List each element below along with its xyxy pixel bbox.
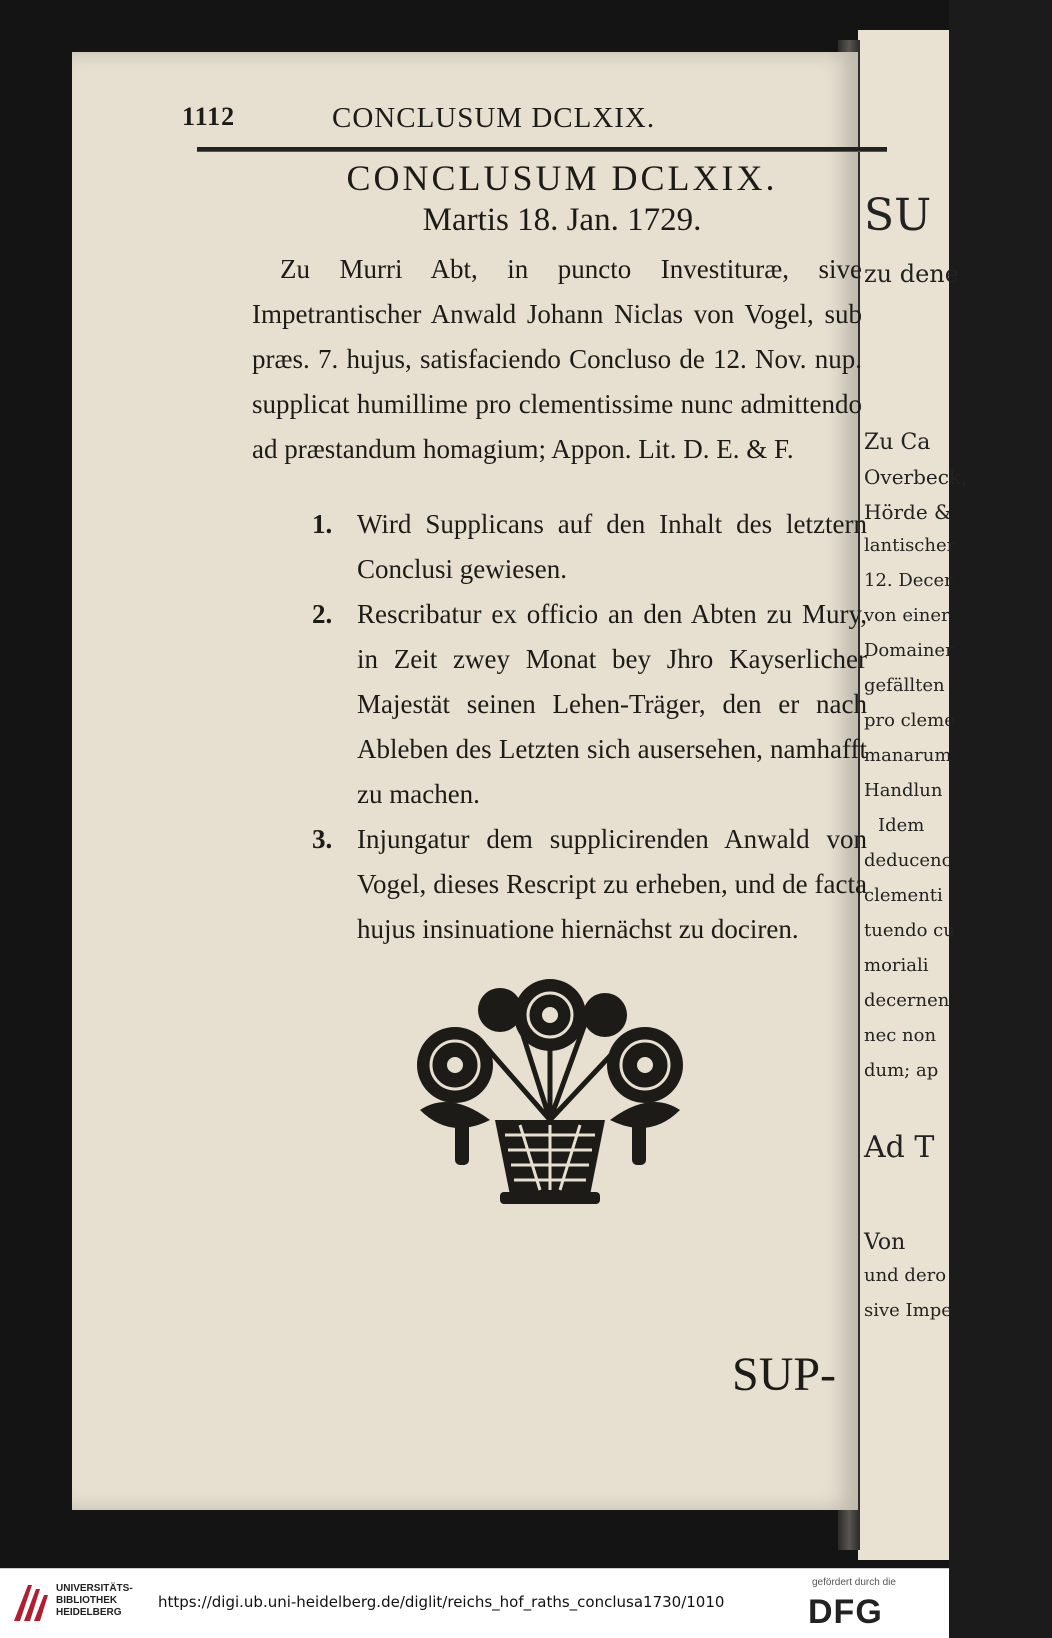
heidelberg-logo-icon[interactable] xyxy=(10,1581,50,1625)
intro-paragraph xyxy=(252,247,862,472)
page-number: 1112 xyxy=(182,102,236,131)
institution-line: UNIVERSITÄTS- xyxy=(56,1583,133,1594)
facing-line: Hörde & xyxy=(864,500,952,524)
facing-line: lantischer xyxy=(864,535,956,556)
resolution-item xyxy=(312,502,867,592)
facing-line: tuendo cu xyxy=(864,920,955,941)
facing-line: Handlun xyxy=(864,780,943,801)
institution-name xyxy=(56,1583,133,1619)
facing-line: Ad T xyxy=(864,1130,935,1165)
catchword: SUP- xyxy=(732,1348,837,1401)
flower-basket-ornament xyxy=(400,970,700,1210)
facing-line: dum; ap xyxy=(864,1060,939,1081)
institution-line: HEIDELBERG xyxy=(56,1607,122,1618)
facing-line: nec non xyxy=(864,1025,937,1046)
item-text: Rescribatur ex officio an den Abten zu Mury, in Zeit zwey Monat bey Jhro Kayserlicher Majestät seinen Lehen-Träger, den er nach Ableben des Letzten sich ausersehen, namhafft zu machen. xyxy=(357,599,867,809)
facing-line: Zu Ca xyxy=(864,430,931,455)
conclusum-title: CONCLUSUM DCLXIX. xyxy=(346,158,778,198)
facing-line: Domainer xyxy=(864,640,954,661)
facing-line: von einer xyxy=(864,605,950,626)
item-text: Injungatur dem supplicirenden Anwald von Vogel, dieses Rescript zu erheben, und de facta hujus insinuatione hiernächst zu dociren. xyxy=(357,824,867,944)
resolution-item xyxy=(312,592,867,817)
facing-line: SU xyxy=(864,190,932,241)
facing-line: clementi xyxy=(864,885,943,906)
running-head-title: CONCLUSUM DCLXIX. xyxy=(332,102,656,134)
dfg-logo[interactable]: DFG xyxy=(808,1593,883,1631)
facing-line: 12. Decer xyxy=(864,570,953,591)
resolution-item xyxy=(312,817,867,952)
sponsor-label: gefördert durch die xyxy=(812,1577,896,1588)
facing-line: decernen xyxy=(864,990,950,1011)
facing-line: deducenc xyxy=(864,850,952,871)
conclusum-date: Martis 18. Jan. 1729. xyxy=(422,202,702,238)
facing-line: Overbeck, xyxy=(864,465,968,489)
facing-line: Von xyxy=(864,1230,906,1255)
permalink-url[interactable]: https://digi.ub.uni-heidelberg.de/diglit/reichs_hof_raths_conclusa1730/1010 xyxy=(158,1593,725,1611)
item-number: 2. xyxy=(312,599,333,629)
viewer-footer xyxy=(0,1568,949,1638)
facing-line: Idem xyxy=(878,815,925,836)
facing-line: und dero xyxy=(864,1265,947,1286)
running-head xyxy=(182,102,842,138)
item-number: 3. xyxy=(312,824,333,854)
header-rule xyxy=(197,147,887,152)
intro-text: Zu Murri Abt, in puncto Investituræ, sive Impetrantischer Anwald Johann Niclas von Vogel, sub præs. 7. hujus, satisfaciendo Concluso de 12. Nov. nup. supplicat humillime pro clementissime nunc admittendo ad præstandum homagium; Appon. Lit. D. E. & F. xyxy=(252,254,862,464)
facing-line: manarum xyxy=(864,745,952,766)
resolution-list xyxy=(312,502,867,952)
facing-page xyxy=(858,30,968,1560)
facing-line: gefällten xyxy=(864,675,945,696)
facing-line: sive Impe xyxy=(864,1300,952,1321)
item-number: 1. xyxy=(312,509,333,539)
facing-line: zu dene xyxy=(864,260,959,288)
institution-line: BIBLIOTHEK xyxy=(56,1595,118,1606)
book-page xyxy=(72,52,867,1510)
facing-line: moriali xyxy=(864,955,929,976)
item-text: Wird Supplicans auf den Inhalt des letztern Conclusi gewiesen. xyxy=(357,509,867,584)
facing-line: pro cleme xyxy=(864,710,955,731)
